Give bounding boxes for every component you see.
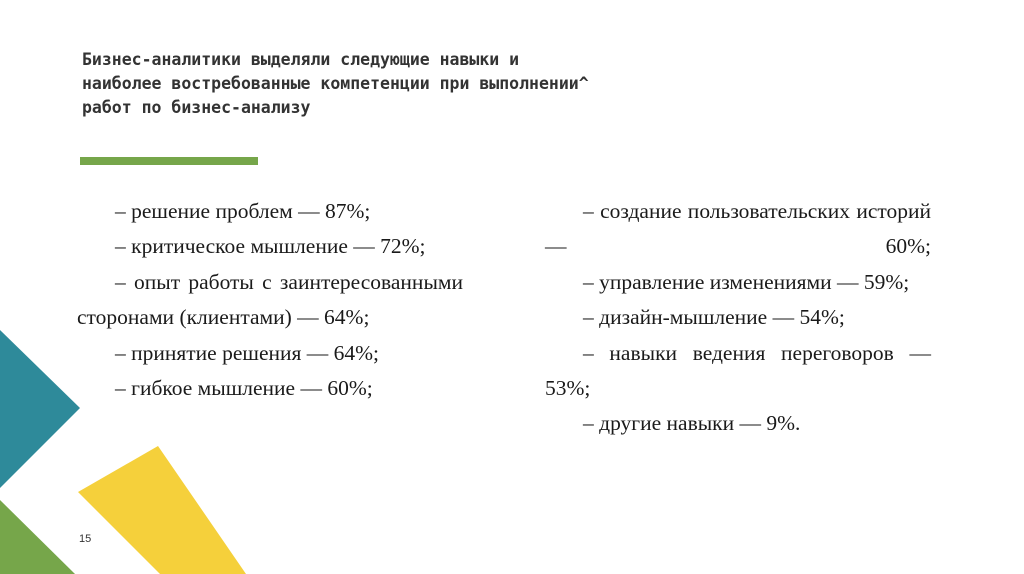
teal-triangle: [0, 330, 80, 488]
right-skill-list: [545, 194, 931, 442]
list-item: – навыки ведения переговоров — 53%;: [545, 340, 931, 401]
title-line-3: работ по бизнес-анализу: [82, 98, 311, 117]
list-item: – дизайн-мышление — 54%;: [583, 305, 845, 330]
slide-title: [82, 48, 782, 120]
green-triangle: [0, 500, 75, 574]
yellow-band: [78, 446, 246, 574]
list-item: – опыт работы с заинтересованными сторонами (клиентами) — 64%;: [77, 269, 463, 330]
list-item: – принятие решения — 64%;: [115, 340, 380, 365]
list-item: – создание пользовательских историй — 60%;: [545, 199, 931, 259]
list-item: – гибкое мышление — 60%;: [115, 376, 373, 401]
list-item: – другие навыки — 9%.: [583, 411, 801, 436]
left-skill-list: [77, 194, 463, 406]
accent-bar: [80, 157, 258, 165]
list-item: – критическое мышление — 72%;: [115, 234, 426, 259]
title-line-1: Бизнес-аналитики выделяли следующие навыки и: [82, 50, 520, 69]
list-item: – управление изменениями — 59%;: [583, 269, 910, 294]
page-number: 15: [79, 533, 92, 545]
list-item: – решение проблем — 87%;: [115, 199, 371, 223]
title-line-2: наиболее востребованные компетенции при выполнении^: [82, 74, 589, 93]
